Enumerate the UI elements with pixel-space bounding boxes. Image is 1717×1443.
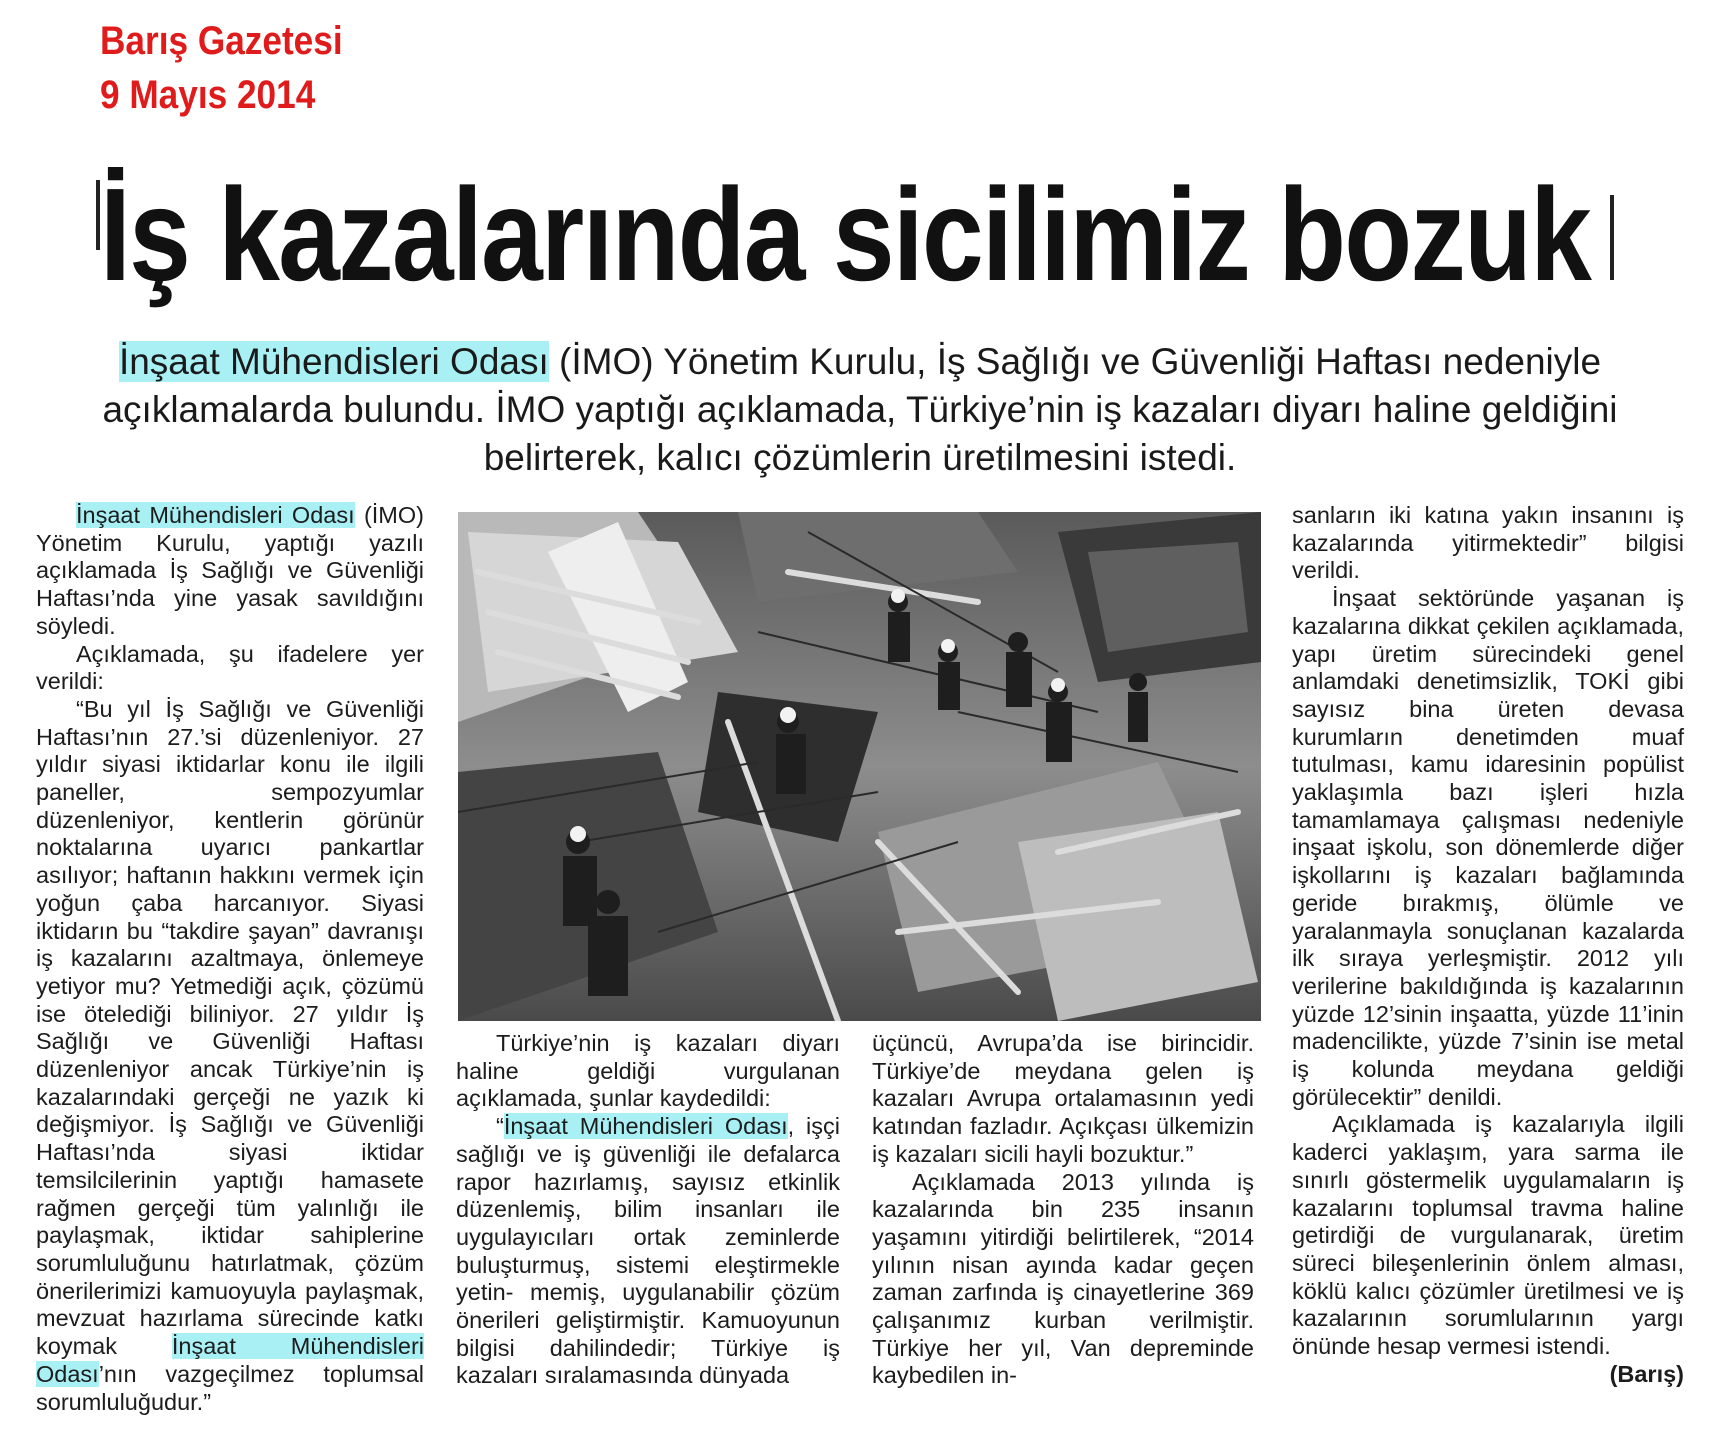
deck-highlight: İnşaat Mühendisleri Odası [118,341,549,382]
col2-p2-text: , işçi sağlığı ve iş güvenliği ile defalarca rapor hazırlamış, sayısız etkinlik düzenlemiş, bilim insanları ile uygulayıcıları ortak zeminlerde buluşturmuş, sistemi eleştirmekle yetin- memiş, uygulanabilir çözüm önerileri geliştirmiştir. Kamuoyunun bilgisi dahilindedir; Türkiye iş kazaları sıralamasında dünyada [456,1113,840,1389]
col2-highlight: İnşaat Mühendisleri Odası [503,1113,788,1140]
article-column-3 [872,1030,1254,1390]
col3-paragraph-1: üçüncü, Avrupa’da ise birincidir. Türkiye’de meydana gelen iş kazaları Avrupa ortalamasının yedi katından fazladır. Açıkçası ülkemizin iş kazaları sicili hayli bozuktur.” [872,1030,1254,1167]
col2-open-quote: “ [496,1113,504,1140]
deck-text: (İMO) Yönetim Kurulu, İş Sağlığı ve Güvenliği Haftası nedeniyle açıklamalarda bulundu. İMO yaptığı açıklamada, Türkiye’nin iş kazaları diyarı haline geldiğini belirterek, kalıcı çözümlerin üretilmesini istedi. [102,341,1618,478]
article-column-1 [36,502,424,1416]
col4-p3-text: Açıklamada iş kazalarıyla ilgili kaderci yaklaşım, yara sarma ile sınırlı göstermelik uygulamaların iş kazalarını toplumsal travma haline getirdiği de vurgulanarak, üretim süreci bileşenlerinin önlem alması, köklü kalıcı çözümler üretilmesi ve iş kazalarının sorumlularının yargı önünde hesap vermesi istendi. [1292,1111,1684,1360]
article-column-2 [456,1030,840,1390]
author-signature: (Barış) [1609,1360,1684,1387]
newspaper-name: Barış Gazetesi [100,19,343,63]
col1-p3-tail: ’nın vazgeçilmez toplumsal sorumluluğudur.” [36,1360,424,1415]
col1-p3-text: “Bu yıl İş Sağlığı ve Güvenliği Haftası’nın 27.’si düzenleniyor. 27 yıldır siyasi iktidarlar konu ile ilgili paneller, sempozyumlar düzenleniyor, kentlerin görünür noktalarına uyarıcı pankartlar asılıyor; haftanın hakkını vermek için yoğun çaba harcanıyor. Siyasi iktidarın bu “takdire şayan” davranışı iş kazalarını azaltmaya, önlemeye yetiyor mu? Yetmediği açık, çözümü ise ötelediği biliniyor. 27 yıldır İş Sağlığı ve Güvenliği Haftası düzenleniyor ancak Türkiye’nin iş kazalarındaki gerçeği ne yazık ki değişmiyor. İş Sağlığı ve Güvenliği Haftası’nda siyasi iktidar temsilcilerinin yaptığı hamasete rağmen gerçeği tüm yalınlığı ile paylaşmak, iktidar sahiplerine sorumluluğunu hatırlatmak, çözüm önerilerimizi kamuoyuyla paylaşmak, mevzuat hazırlama sürecinde katkı koymak [36,695,424,1360]
publication-date: 9 Mayıs 2014 [100,73,316,117]
article-photo [458,512,1261,1021]
headline: İş kazalarında sicilimiz bozuk [100,161,1591,308]
col4-paragraph-2: İnşaat sektöründe yaşanan iş kazalarına dikkat çekilen açıklamada, yapı üretim sürecindeki genel anlamdaki denetimsizlik, TOKİ gibi sayısız bina üreten devasa kurumların denetimden muaf tutulması, kamu idaresinin popülist yaklaşımla bazı işleri hızla tamamlamaya çalışması nedeniyle inşaat işkolu, son dönemlerde diğer işkollarını iş kazaları bağlamında geride bırakmış, ölümle ve yaralanmayla sonuçlanan kazalarda ilk sıraya yerleşmiştir. 2012 yılı verilerine bakıldığında iş kazalarının yüzde 12’sinin inşaatta, yüzde 11’inin madencilikte, yüzde 7’sinin ise metal iş kolunda meydana geldiği görülecektir” denildi. [1292,585,1684,1110]
col1-paragraph-2: Açıklamada, şu ifadelere yer verildi: [36,640,424,695]
col4-paragraph-1: sanların iki katına yakın insanını iş kazalarında yitirmektedir” bilgisi verildi. [1292,502,1684,584]
source-header [100,14,343,122]
col4-paragraph-3 [1292,1111,1684,1387]
headline-right-rule [1610,195,1614,280]
col3-paragraph-2: Açıklamada 2013 yılında iş kazalarında bin 235 insanın yaşamını yitirdiği belirtilerek, “2014 yılının nisan ayında kadar geçen zaman zarfında iş cinayetlerine 369 çalışanımız kurban verilmiştir. Türkiye her yıl, Van depreminde kaybedilen in- [872,1168,1254,1389]
deck [100,338,1620,482]
col2-paragraph-2 [456,1113,840,1390]
col1-paragraph-3 [36,696,424,1416]
col1-p1-text: (İMO) Yönetim Kurulu, yaptığı yazılı açıklamada İş Sağlığı ve Güvenliği Haftası’nda yine yasak savıldığını söyledi. [36,502,424,639]
col1-highlight: İnşaat Mühendisleri Odası [76,502,355,528]
col1-p3-highlight: İnşaat Mühendisleri Odası [36,1333,424,1387]
col1-paragraph-1 [36,502,424,641]
col2-paragraph-1: Türkiye’nin iş kazaları diyarı haline geldiği vurgulanan açıklamada, şunlar kaydedildi: [456,1030,840,1112]
collapsed-building-photo [458,512,1261,1021]
article-column-4 [1292,502,1684,1389]
